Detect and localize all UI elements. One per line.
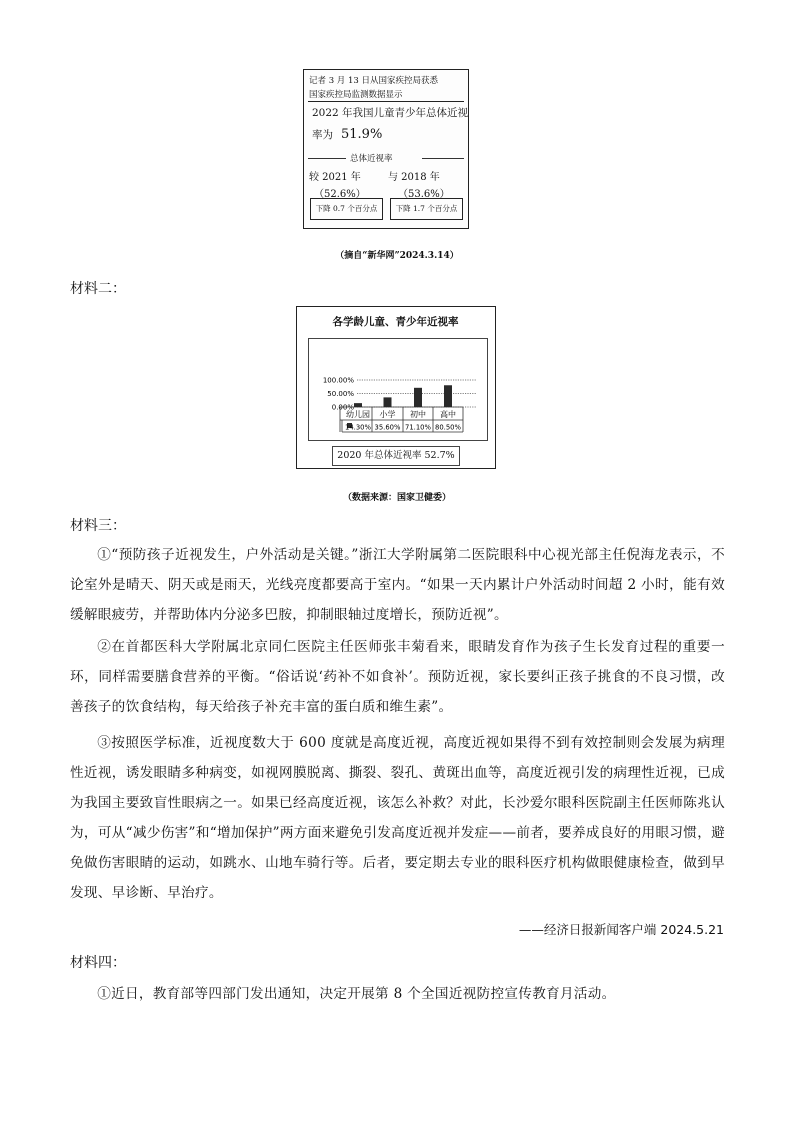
subheading-rule-right	[422, 158, 464, 159]
category-label: 小学	[379, 410, 396, 419]
compare-2021-value: （52.6%）	[314, 189, 366, 200]
material-3-source: ——经济日报新闻客户端 2024.5.21	[518, 922, 724, 937]
figure1-caption: （摘自“新华网”2024.3.14）	[335, 251, 459, 261]
decrease-2018-box: 下降 1.7 个百分点	[390, 198, 463, 220]
figure2-caption: （数据来源：国家卫健委）	[342, 493, 451, 503]
decrease-2021-box: 下降 0.7 个百分点	[310, 198, 383, 220]
material-3-heading: 材料三：	[70, 518, 126, 534]
infobox-line-3: 2022 年我国儿童青少年总体近视	[312, 107, 469, 119]
infobox-subheading: 总体近视率	[350, 154, 393, 164]
category-label: 幼儿园	[346, 410, 370, 419]
bar-4	[444, 385, 452, 407]
infobox-divider	[308, 101, 464, 102]
compare-2018-value: （53.6%）	[398, 189, 450, 200]
bar-1	[354, 403, 362, 407]
category-label: 高中	[440, 410, 456, 419]
chart-footer-total: 2020 年总体近视率 52.7%	[332, 446, 460, 466]
compare-2021-label: 较 2021 年	[309, 172, 361, 183]
bar-2	[384, 397, 392, 407]
chart-title: 各学龄儿童、青少年近视率	[332, 316, 459, 328]
material-3-paragraph-2: ②在首都医科大学附属北京同仁医院主任医师张丰菊看来，眼睛发育作为孩子生长发育过程的重要一环，同样需要膳食营养的平衡。“俗话说‘药补不如食补’。预防近视，家长要纠正孩子挑食的不良习惯，改善孩子的饮食结构，每天给孩子补充丰富的蛋白质和维生素”。	[70, 639, 725, 715]
infobox-rate-value: 51.9%	[341, 127, 383, 142]
category-label: 初中	[410, 410, 426, 419]
infobox-rate-label: 率为	[312, 129, 333, 141]
material-2-heading: 材料二：	[70, 281, 126, 297]
material-4-paragraph-1: ①近日，教育部等四部门发出通知，决定开展第 8 个全国近视防控宣传教育月活动。	[97, 986, 616, 1002]
infobox-rate-line	[312, 127, 382, 142]
infobox-line-1: 记者 3 月 13 日从国家疾控局获悉	[309, 76, 439, 86]
y-tick-label: 50.00%	[327, 390, 354, 398]
value-label: 35.60%	[374, 423, 401, 432]
y-tick-label: 100.00%	[322, 376, 354, 385]
bar-3	[414, 388, 422, 407]
value-label: 14.30%	[345, 423, 371, 432]
value-label: 80.50%	[435, 423, 461, 432]
subheading-rule-left	[308, 158, 346, 159]
y-tick-label: 0.00%	[331, 403, 354, 412]
news-infobox-image	[303, 69, 469, 229]
material-3-paragraph-3: ③按照医学标准，近视度数大于 600 度就是高度近视，高度近视如果得不到有效控制则会发展为病理性近视，诱发眼睛多种病变，如视网膜脱离、撕裂、裂孔、黄斑出血等，高度近视引发的病理性近视，已成为我国主要致盲性眼病之一。如果已经高度近视，该怎么补救？对此，长沙爱尔眼科医院副主任医师陈兆认为，可从“减少伤害”和“增加保护”两方面来避免引发高度近视并发症——前者，要养成良好的用眼习惯，避免做伤害眼睛的运动，如跳水、山地车骑行等。后者，要定期去专业的眼科医疗机构做眼健康检查，做到早发现、早诊断、早治疗。	[70, 735, 725, 901]
material-3-paragraph-1: ①“预防孩子近视发生，户外活动是关键。”浙江大学附属第二医院眼科中心视光部主任倪海龙表示，不论室外是晴天、阴天或是雨天，光线亮度都要高于室内。“如果一天内累计户外活动时间超 2 小时，能有效缓解眼疲劳，并帮助体内分泌多巴胺，抑制眼轴过度增长，预防近视”。	[70, 547, 725, 623]
material-4-heading: 材料四：	[70, 955, 126, 971]
compare-2018-label: 与 2018 年	[388, 172, 440, 183]
myopia-rate-chart	[296, 306, 496, 469]
infobox-line-2: 国家疾控局监测数据显示	[309, 90, 403, 100]
value-label: 71.10%	[405, 423, 431, 432]
